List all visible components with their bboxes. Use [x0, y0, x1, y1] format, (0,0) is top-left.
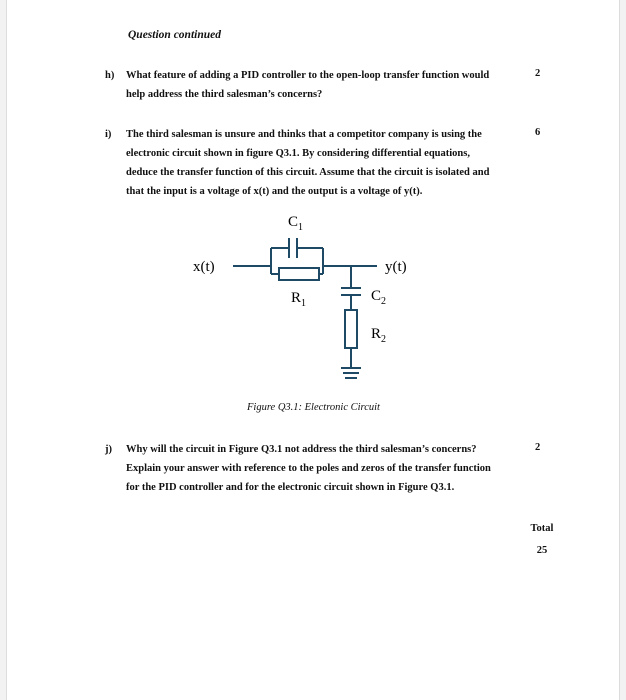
- section-header: Question continued: [128, 29, 221, 41]
- r1-label: $R_1$: [291, 290, 307, 309]
- r2-label: $R_2$: [371, 326, 387, 345]
- question-line: electronic circuit shown in figure Q3.1. By considering differential equations,: [126, 148, 470, 159]
- question-label: h): [105, 70, 115, 81]
- total-label: Total: [530, 523, 554, 534]
- marks-i: 6: [535, 127, 541, 138]
- question-line: that the input is a voltage of x(t) and the output is a voltage of y(t).: [126, 186, 423, 197]
- circuit-diagram: [7, 0, 619, 700]
- question-text: [126, 66, 506, 104]
- question-line: Why will the circuit in Figure Q3.1 not address the third salesman’s concerns?: [126, 444, 477, 455]
- figure-caption: Figure Q3.1: Electronic Circuit: [247, 402, 380, 413]
- question-line: Explain your answer with reference to the poles and zeros of the transfer function: [126, 463, 491, 474]
- question-line: help address the third salesman’s concerns?: [126, 89, 323, 100]
- total-block: [527, 518, 557, 562]
- question-text: [126, 125, 506, 201]
- question-line: deduce the transfer function of this circuit. Assume that the circuit is isolated and: [126, 167, 490, 178]
- question-label: i): [105, 129, 112, 140]
- question-text: [126, 440, 506, 497]
- question-line: The third salesman is unsure and thinks that a competitor company is using the: [126, 129, 482, 140]
- question-line: for the PID controller and for the electronic circuit shown in Figure Q3.1.: [126, 482, 455, 493]
- input-label: x(t): [193, 259, 215, 275]
- total-value: 25: [536, 545, 548, 556]
- output-label: y(t): [385, 259, 407, 275]
- marks-j: 2: [535, 442, 541, 453]
- marks-h: 2: [535, 68, 541, 79]
- r2-resistor: [345, 310, 357, 348]
- c2-label: $C_2$: [371, 288, 387, 307]
- question-line: What feature of adding a PID controller to the open-loop transfer function would: [126, 70, 490, 81]
- c1-label: $C_1$: [288, 214, 304, 233]
- r1-resistor: [279, 268, 319, 280]
- question-label: j): [105, 444, 112, 455]
- document-page: [6, 0, 620, 700]
